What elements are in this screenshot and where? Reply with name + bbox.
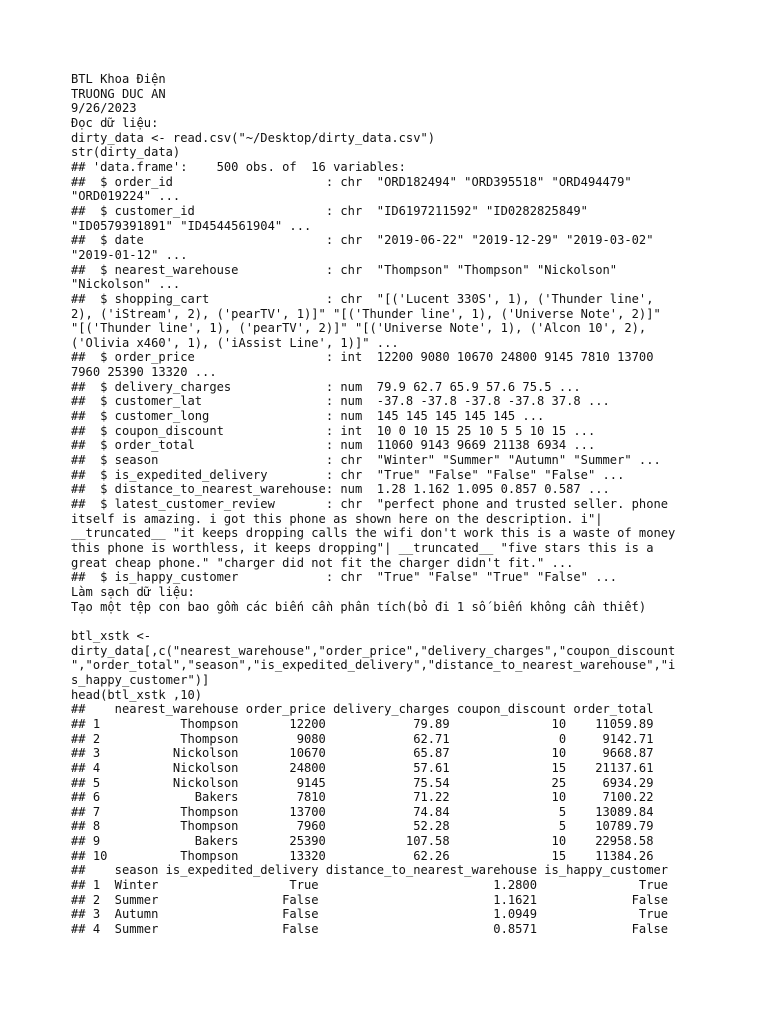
output-line: 7960 25390 13320 ...: [71, 365, 217, 380]
code-line: str(dirty_data): [71, 145, 181, 160]
doc-date: 9/26/2023: [71, 101, 137, 116]
output-line: ## $ is_expedited_delivery : chr "True" "False" "False" "False" ...: [71, 467, 625, 482]
output-line: __truncated__ "it keeps dropping calls the wifi don't work this is a waste of money: [71, 526, 676, 541]
table-row: ## 4 Nickolson 24800 57.61 15 21137.61: [71, 760, 654, 775]
output-line: ## $ shopping_cart : chr "[('Lucent 330S', 1), ('Thunder line',: [71, 291, 654, 306]
table-row: ## 6 Bakers 7810 71.22 10 7100.22: [71, 790, 654, 805]
table-row: ## 1 Thompson 12200 79.89 10 11059.89: [71, 716, 654, 731]
output-line: ## $ order_total : num 11060 9143 9669 21138 6934 ...: [71, 438, 596, 453]
doc-author: TRUONG DUC AN: [71, 86, 166, 101]
output-line: ## $ customer_lat : num -37.8 -37.8 -37.8 -37.8 37.8 ...: [71, 394, 610, 409]
output-line: ## $ season : chr "Winter" "Summer" "Autumn" "Summer" ...: [71, 453, 661, 468]
output-line: "ID0579391891" "ID4544561904" ...: [71, 218, 312, 233]
table-row: ## 5 Nickolson 9145 75.54 25 6934.29: [71, 775, 654, 790]
output-line: ## $ delivery_charges : num 79.9 62.7 65.9 57.6 75.5 ...: [71, 379, 581, 394]
table-row: ## 3 Autumn False 1.0949 True: [71, 907, 669, 922]
document-page: [71, 72, 761, 937]
table-row: ## 1 Winter True 1.2800 True: [71, 878, 669, 893]
output-line: "Nickolson" ...: [71, 277, 181, 292]
output-line: itself is amazing. i got this phone as shown here on the description. i"|: [71, 511, 603, 526]
table-row: ## 2 Summer False 1.1621 False: [71, 892, 669, 907]
output-line: "2019-01-12" ...: [71, 247, 188, 262]
table-row: ## 9 Bakers 25390 107.58 10 22958.58: [71, 834, 654, 849]
table-row: ## 7 Thompson 13700 74.84 5 13089.84: [71, 804, 654, 819]
blank-line: [71, 614, 761, 629]
code-line: head(btl_xstk ,10): [71, 687, 203, 702]
output-line: ('Olivia x460', 1), ('iAssist Line', 1)]" ...: [71, 335, 399, 350]
output-line: ## $ coupon_discount : int 10 0 10 15 25 10 5 5 10 15 ...: [71, 423, 596, 438]
table-row: ## 10 Thompson 13320 62.26 15 11384.26: [71, 848, 654, 863]
table-header: ## nearest_warehouse order_price delivery_charges coupon_discount order_total: [71, 702, 654, 717]
output-line: "ORD019224" ...: [71, 189, 181, 204]
table-row: ## 2 Thompson 9080 62.71 0 9142.71: [71, 731, 654, 746]
output-line: this phone is worthless, it keeps dropping"| __truncated__ "five stars this is a: [71, 541, 654, 555]
section-heading-clean-data: Làm sạch dữ liệu:: [71, 584, 195, 599]
output-line: ## $ order_price : int 12200 9080 10670 24800 9145 7810 13700: [71, 350, 654, 365]
output-line: 2), ('iStream', 2), ('pearTV', 1)]" "[('Thunder line', 1), ('Universe Note', 2)]": [71, 306, 661, 321]
output-line: ## $ order_id : chr "ORD182494" "ORD395518" "ORD494479": [71, 174, 632, 189]
output-line: ## $ distance_to_nearest_warehouse: num 1.28 1.162 1.095 0.857 0.587 ...: [71, 482, 610, 497]
output-line: ## $ customer_long : num 145 145 145 145 145 ...: [71, 409, 545, 424]
output-line: ## $ customer_id : chr "ID6197211592" "ID0282825849": [71, 203, 588, 218]
code-line: dirty_data <- read.csv("~/Desktop/dirty_data.csv"): [71, 130, 436, 145]
table-row: ## 8 Thompson 7960 52.28 5 10789.79: [71, 819, 654, 834]
code-line: btl_xstk <-: [71, 628, 152, 643]
output-line: great cheap phone." "charger did not fit the charger didn't fit." ...: [71, 555, 574, 570]
output-line: ## 'data.frame': 500 obs. of 16 variables:: [71, 159, 406, 174]
doc-title: BTL Khoa Điện: [71, 72, 166, 86]
table-header: ## season is_expedited_delivery distance_to_nearest_warehouse is_happy_customer: [71, 863, 669, 878]
output-line: "[('Thunder line', 1), ('pearTV', 2)]" "[('Universe Note', 1), ('Alcon 10', 2),: [71, 321, 647, 336]
table-row: ## 4 Summer False 0.8571 False: [71, 922, 669, 937]
output-line: ## $ nearest_warehouse : chr "Thompson" "Thompson" "Nickolson": [71, 262, 618, 277]
code-line: s_happy_customer")]: [71, 672, 210, 687]
section-heading-read-data: Đọc dữ liệu:: [71, 115, 159, 130]
output-line: ## $ is_happy_customer : chr "True" "False" "True" "False" ...: [71, 570, 618, 585]
table-row: ## 3 Nickolson 10670 65.87 10 9668.87: [71, 746, 654, 761]
code-line: ","order_total","season","is_expedited_delivery","distance_to_nearest_warehouse","i: [71, 658, 676, 673]
output-line: ## $ latest_customer_review : chr "perfect phone and trusted seller. phone: [71, 497, 669, 512]
code-line: dirty_data[,c("nearest_warehouse","order_price","delivery_charges","coupon_discount: [71, 643, 676, 658]
output-line: ## $ date : chr "2019-06-22" "2019-12-29" "2019-03-02": [71, 233, 654, 248]
paragraph-text: Tạo một tệp con bao gồm các biến cần phân tích(bỏ đi 1 số biến không cần thiết): [71, 599, 647, 614]
